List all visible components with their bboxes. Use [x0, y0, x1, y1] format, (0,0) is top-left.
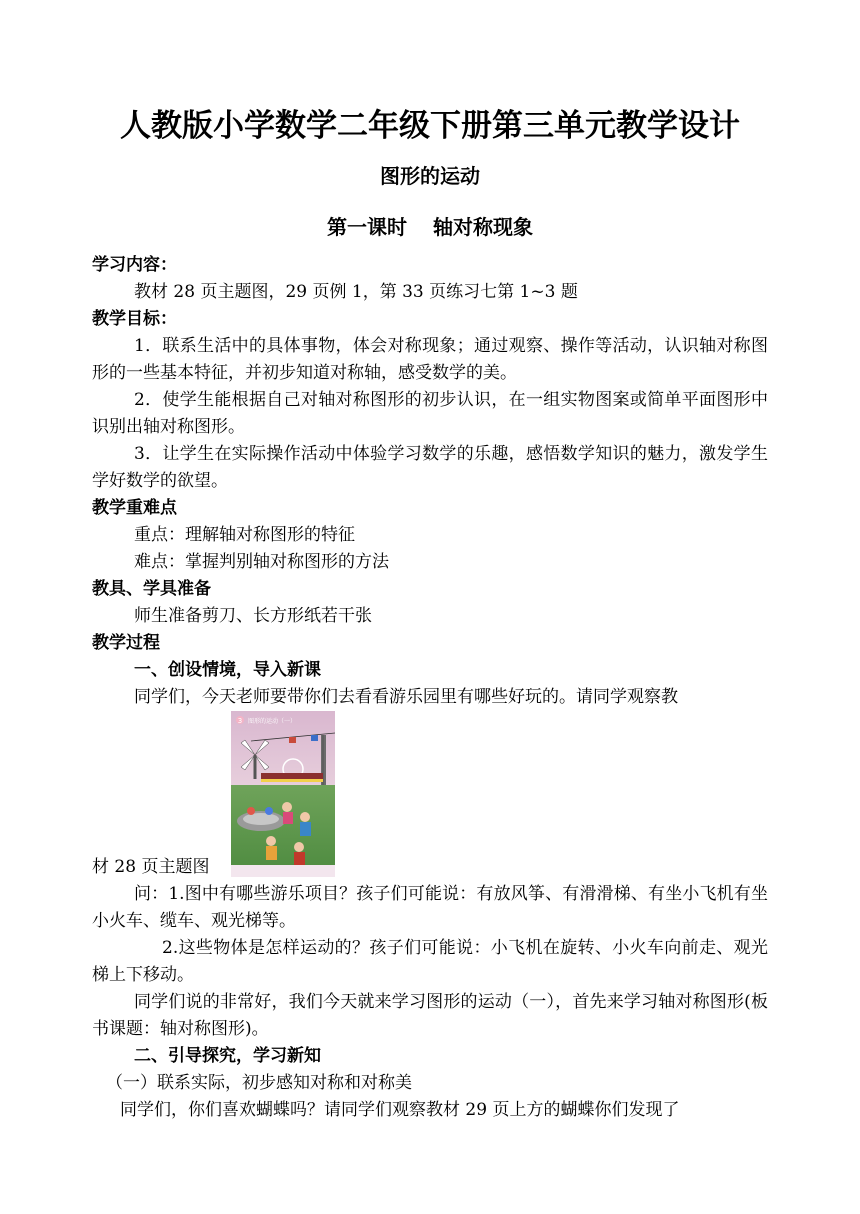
lesson-title	[0, 211, 860, 240]
section-heading-materials: 教具、学具准备	[92, 579, 211, 599]
unit-subtitle: 图形的运动	[380, 164, 480, 188]
part1-intro: 同学们，今天老师要带你们去看看游乐园里有哪些好玩的。请同学观察教	[134, 687, 678, 707]
figure-line	[92, 711, 768, 881]
keypoint-paragraph: 重点：理解轴对称图形的特征	[134, 525, 355, 545]
section-heading-goals: 教学目标：	[92, 309, 177, 329]
summary-paragraph: 同学们说的非常好，我们今天就来学习图形的运动（一），首先来学习轴对称图形(板书课题：轴对称图形)。	[92, 992, 768, 1039]
document-body	[92, 252, 768, 1124]
section-heading-process: 教学过程	[92, 633, 160, 653]
textbook-theme-illustration	[231, 711, 335, 877]
goal-paragraph-2: 2．使学生能根据自己对轴对称图形的初步认识，在一组实物图案或简单平面图形中识别出轴对称图形。	[92, 390, 768, 437]
part2-heading: 二、引导探究，学习新知	[134, 1046, 321, 1066]
question-1: 问：1.图中有哪些游乐项目？孩子们可能说：有放风筝、有滑滑梯、有坐小飞机有坐小火车、缆车、观光梯等。	[92, 884, 768, 931]
figure-caption: 材 28 页主题图	[92, 857, 210, 877]
section-heading-keypoints: 教学重难点	[92, 498, 177, 518]
question-2: 2.这些物体是怎样运动的？孩子们可能说：小飞机在旋转、小火车向前走、观光梯上下移动。	[92, 938, 768, 985]
part2-subheading: （一）联系实际，初步感知对称和对称美	[106, 1073, 412, 1093]
lesson-name: 轴对称现象	[433, 215, 533, 239]
figure-number: 3	[237, 717, 243, 725]
part2-paragraph: 同学们，你们喜欢蝴蝶吗？请同学们观察教材 29 页上方的蝴蝶你们发现了	[120, 1100, 680, 1120]
goal-paragraph-3: 3．让学生在实际操作活动中体验学习数学的乐趣，感悟数学知识的魅力，激发学生学好数学的欲望。	[92, 444, 768, 491]
difficulty-paragraph: 难点：掌握判别轴对称图形的方法	[134, 552, 389, 572]
document-title: 人教版小学数学二年级下册第三单元教学设计	[120, 108, 740, 144]
lesson-prefix: 第一课时	[327, 215, 407, 239]
materials-paragraph: 师生准备剪刀、长方形纸若干张	[134, 606, 372, 626]
figure-banner: 图形的运动（一）	[248, 718, 297, 725]
content-paragraph: 教材 28 页主题图，29 页例 1，第 33 页练习七第 1~3 题	[134, 282, 578, 302]
goal-paragraph-1: 1．联系生活中的具体事物，体会对称现象；通过观察、操作等活动，认识轴对称图形的一些基本特征，并初步知道对称轴，感受数学的美。	[92, 336, 768, 383]
section-heading-content: 学习内容：	[92, 255, 177, 275]
part1-heading: 一、创设情境，导入新课	[134, 660, 321, 680]
